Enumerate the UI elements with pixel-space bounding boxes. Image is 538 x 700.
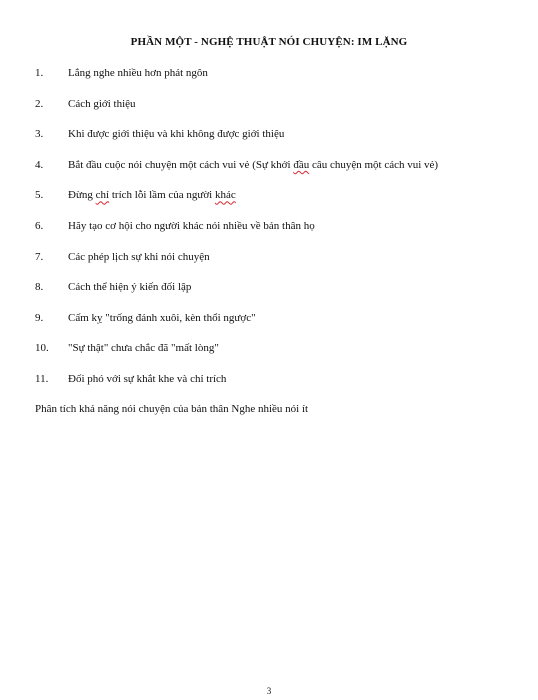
item-text: Cách thể hiện ý kiến đối lập [68,281,192,294]
item-number: 11. [35,372,49,385]
item-number: 7. [35,250,44,263]
item-text-part: Bắt đầu cuộc nói chuyện một cách vui vẻ (Sự khởi [68,158,294,171]
item-number: 1. [35,67,44,79]
spellcheck-flagged-word[interactable]: chỉ [95,189,110,202]
list-item [0,250,538,281]
item-text: Lắng nghe nhiều hơn phát ngôn [68,67,208,79]
list-item [0,66,538,97]
item-text: Các phép lịch sự khi nói chuyện [68,250,210,263]
summary-paragraph: Phân tích khả năng nói chuyện của bản thân Nghe nhiều nói ít [35,403,309,415]
item-text [68,158,438,172]
list-item [0,311,538,342]
page-number: 3 [266,686,272,696]
item-text [68,188,236,202]
item-number: 6. [35,219,44,232]
list-item [0,158,538,189]
list-item [0,372,538,403]
list-item [0,219,538,250]
item-text: "Sự thật" chưa chắc đã "mất lòng" [68,342,219,355]
section-title: PHẦN MỘT - NGHỆ THUẬT NÓI CHUYỆN: IM LẶNG [130,36,408,48]
item-text-part: câu chuyện một cách vui vẻ) [309,158,439,171]
item-number: 10. [35,342,49,355]
list-item [0,127,538,158]
spellcheck-flagged-word[interactable]: đầu [293,158,310,171]
list-item [0,188,538,219]
item-text-part: trích lỗi lầm của người [109,189,215,202]
topic-list [0,66,538,403]
list-item [0,97,538,128]
item-number: 4. [35,158,44,171]
list-item [0,280,538,311]
spellcheck-flagged-word[interactable]: khác [214,189,236,202]
item-text: Hãy tạo cơ hội cho người khác nói nhiều về bản thân họ [68,219,315,232]
item-text: Cấm kỵ "trống đánh xuôi, kèn thổi ngược" [68,311,256,324]
item-number: 8. [35,281,44,294]
item-text-part: Đừng [68,189,96,202]
item-number: 5. [35,189,44,202]
item-text: Khi được giới thiệu và khi không được giới thiệu [68,128,285,141]
list-item [0,341,538,372]
item-text: Đối phó với sự khắt khe và chỉ trích [68,372,227,385]
item-text: Cách giới thiệu [68,97,136,110]
item-number: 9. [35,311,44,324]
item-number: 2. [35,97,44,110]
item-number: 3. [35,128,44,141]
